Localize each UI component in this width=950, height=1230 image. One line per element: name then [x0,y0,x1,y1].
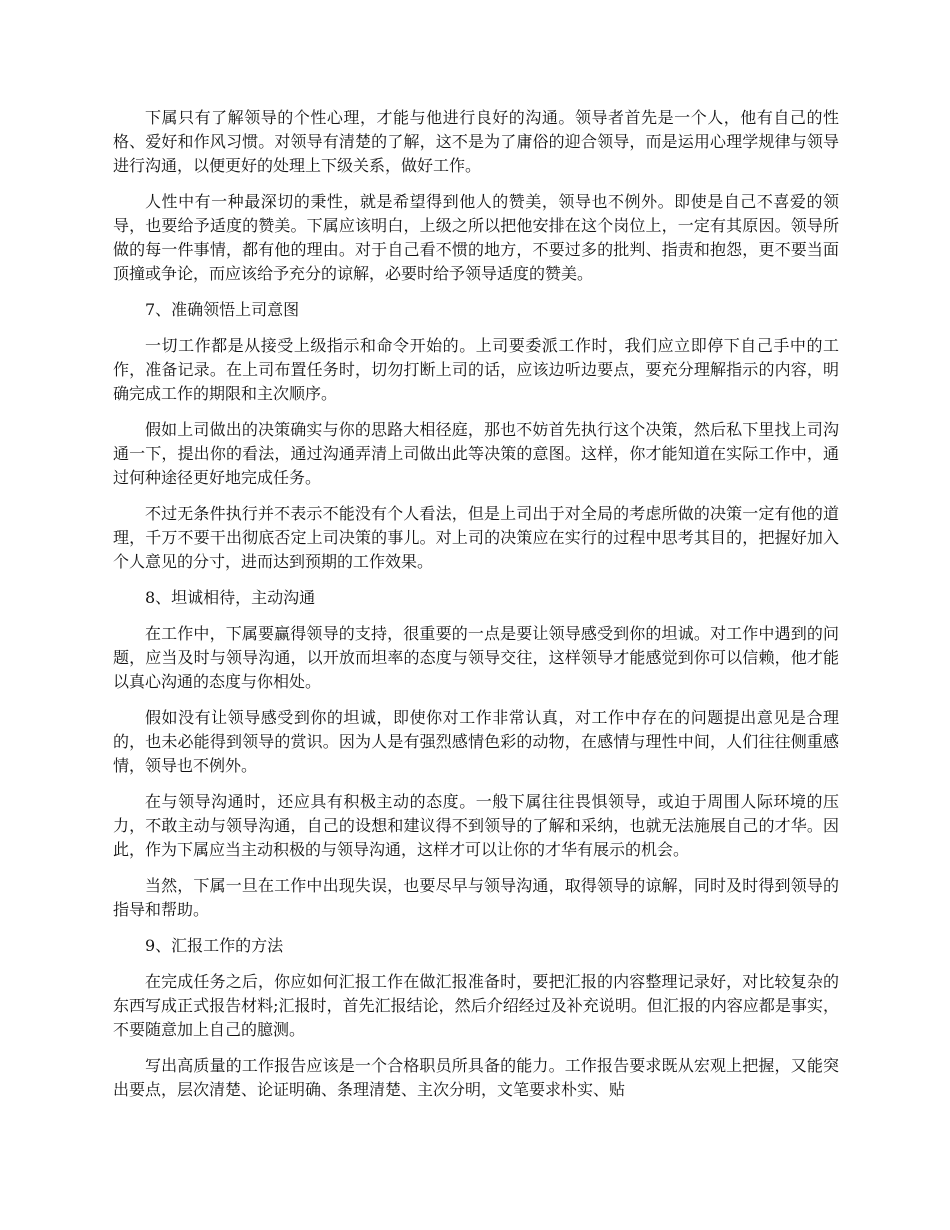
paragraph: 人性中有一种最深切的秉性，就是希望得到他人的赞美，领导也不例外。即使是自己不喜爱的领导，也要给予适度的赞美。下属应该明白，上级之所以把他安排在这个岗位上，一定有其原因。领导所做的每一件事情，都有他的理由。对于自己看不惯的地方，不要过多的批判、指责和抱怨，更不要当面顶撞或争论，而应该给予充分的谅解，必要时给予领导适度的赞美。 [113,192,839,283]
section-heading: 9、汇报工作的方法 [145,936,284,955]
section-heading: 8、坦诚相待，主动沟通 [145,588,316,607]
paragraph: 在完成任务之后，你应如何汇报工作在做汇报准备时，要把汇报的内容整理记录好，对比较复杂的东西写成正式报告材料;汇报时，首先汇报结论，然后介绍经过及补充说明。但汇报的内容应都是事实，不要随意加上自己的臆测。 [113,972,839,1039]
paragraph: 写出高质量的工作报告应该是一个合格职员所具备的能力。工作报告要求既从宏观上把握，又能突出要点，层次清楚、论证明确、条理清楚、主次分明，文笔要求朴实、贴 [113,1056,839,1099]
paragraph: 在工作中，下属要赢得领导的支持，很重要的一点是要让领导感受到你的坦诚。对工作中遇到的问题，应当及时与领导沟通，以开放而坦率的态度与领导交往，这样领导才能感觉到你可以信赖，他才能以真心沟通的态度与你相处。 [113,624,839,691]
paragraph: 不过无条件执行并不表示不能没有个人看法，但是上司出于对全局的考虑所做的决策一定有他的道理，千万不要干出彻底否定上司决策的事儿。对上司的决策应在实行的过程中思考其目的，把握好加入个人意见的分寸，进而达到预期的工作效果。 [113,504,839,571]
paragraph: 下属只有了解领导的个性心理，才能与他进行良好的沟通。领导者首先是一个人，他有自己的性格、爱好和作风习惯。对领导有清楚的了解，这不是为了庸俗的迎合领导，而是运用心理学规律与领导进行沟通，以便更好的处理上下级关系，做好工作。 [113,108,839,175]
section-heading: 7、准确领悟上司意图 [145,300,300,319]
document-body [113,106,839,1114]
paragraph: 在与领导沟通时，还应具有积极主动的态度。一般下属往往畏惧领导，或迫于周围人际环境的压力，不敢主动与领导沟通，自己的设想和建议得不到领导的了解和采纳，也就无法施展自己的才华。因此，作为下属应当主动积极的与领导沟通，这样才可以让你的才华有展示的机会。 [113,792,839,859]
paragraph: 一切工作都是从接受上级指示和命令开始的。上司要委派工作时，我们应立即停下自己手中的工作，准备记录。在上司布置任务时，切勿打断上司的话，应该边听边要点，要充分理解指示的内容，明确完成工作的期限和主次顺序。 [113,336,839,403]
paragraph: 假如上司做出的决策确实与你的思路大相径庭，那也不妨首先执行这个决策，然后私下里找上司沟通一下，提出你的看法，通过沟通弄清上司做出此等决策的意图。这样，你才能知道在实际工作中，通过何种途径更好地完成任务。 [113,420,839,487]
paragraph: 假如没有让领导感受到你的坦诚，即使你对工作非常认真，对工作中存在的问题提出意见是合理的，也未必能得到领导的赏识。因为人是有强烈感情色彩的动物，在感情与理性中间，人们往往侧重感情，领导也不例外。 [113,708,839,775]
paragraph: 当然，下属一旦在工作中出现失误，也要尽早与领导沟通，取得领导的谅解，同时及时得到领导的指导和帮助。 [113,876,839,919]
